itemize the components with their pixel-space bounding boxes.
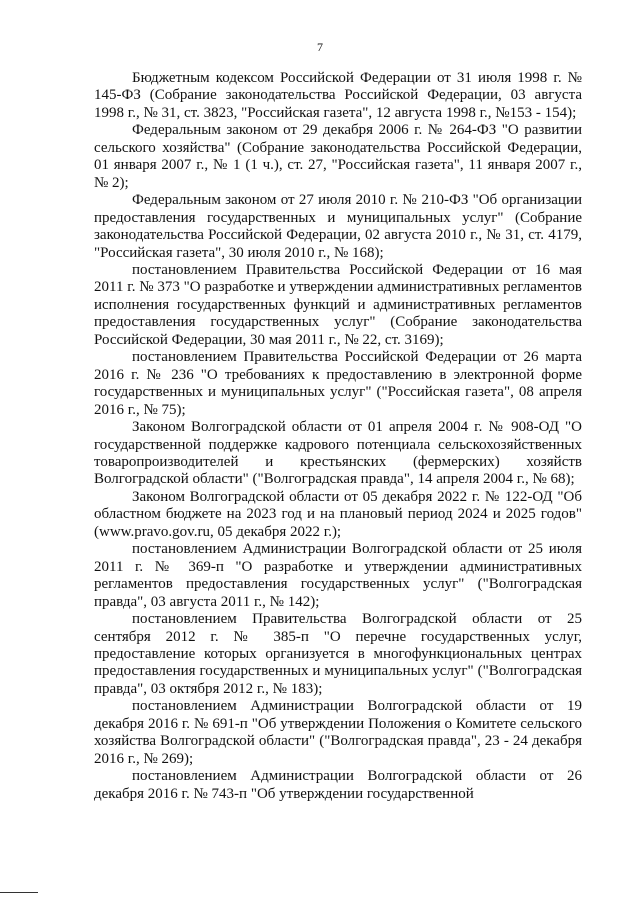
paragraph: постановлением Правительства Волгоградской области от 25 сентября 2012 г. № 385-п "О перечне государственных услуг, предоставление которых организуется в многофункциональных центрах предоставления государственных и муниципальных услуг" ("Волгоградская правда", 03 октября 2012 г., № 183); [94, 611, 582, 697]
paragraph: постановлением Правительства Российской Федерации от 16 мая 2011 г. № 373 "О разработке и утверждении административных регламентов исполнения государственных функций и административных регламентов предоставления государственных услуг" (Собрание законодательства Российской Федерации, 30 мая 2011 г., № 22, ст. 3169); [94, 261, 582, 348]
page-number: 7 [317, 40, 323, 54]
paragraph: Федеральным законом от 27 июля 2010 г. № 210-ФЗ "Об организации предоставления государственных и муниципальных услуг" (Собрание законодательства Российской Федерации, 02 августа 2010 г., № 31, ст. 4179, "Российская газета", 30 июля 2010 г., № 168); [94, 192, 582, 261]
footer-divider [0, 892, 38, 893]
paragraph: Законом Волгоградской области от 05 декабря 2022 г. № 122-ОД "Об областном бюджете на 2023 год и на плановый период 2024 и 2025 годов" (www.pravo.gov.ru, 05 декабря 2022 г.); [94, 488, 582, 540]
paragraph: Бюджетным кодексом Российской Федерации от 31 июля 1998 г. № 145-ФЗ (Собрание законодательства Российской Федерации, 03 августа 1998 г., № 31, ст. 3823, "Российская газета", 12 августа 1998 г., №153 - 154); [94, 70, 582, 121]
paragraph: постановлением Администрации Волгоградской области от 19 декабря 2016 г. № 691-п "Об утверждении Положения о Комитете сельского хозяйства Волгоградской области" ("Волгоградская правда", 23 - 24 декабря 2016 г., № 269); [94, 698, 582, 767]
document-body [94, 70, 582, 803]
paragraph: Федеральным законом от 29 декабря 2006 г. № 264-ФЗ "О развитии сельского хозяйства" (Собрание законодательства Российской Федерации, 01 января 2007 г., № 1 (1 ч.), ст. 27, "Российская газета", 11 января 2007 г., № 2); [94, 122, 582, 191]
paragraph: постановлением Администрации Волгоградской области от 25 июля 2011 г. № 369-п "О разработке и утверждении административных регламентов предоставления государственных услуг" ("Волгоградская правда", 03 августа 2011 г., № 142); [94, 541, 582, 610]
paragraph: постановлением Правительства Российской Федерации от 26 марта 2016 г. № 236 "О требованиях к предоставлению в электронной форме государственных и муниципальных услуг" ("Российская газета", 08 апреля 2016 г., № 75); [94, 349, 582, 418]
paragraph: постановлением Администрации Волгоградской области от 26 декабря 2016 г. № 743-п "Об утверждении государственной [94, 768, 582, 802]
paragraph: Законом Волгоградской области от 01 апреля 2004 г. № 908-ОД "О государственной поддержке кадрового потенциала сельскохозяйственных товаропроизводителей и крестьянских (фермерских) хозяйств Волгоградской области" ("Волгоградская правда", 14 апреля 2004 г., № 68); [94, 419, 582, 488]
